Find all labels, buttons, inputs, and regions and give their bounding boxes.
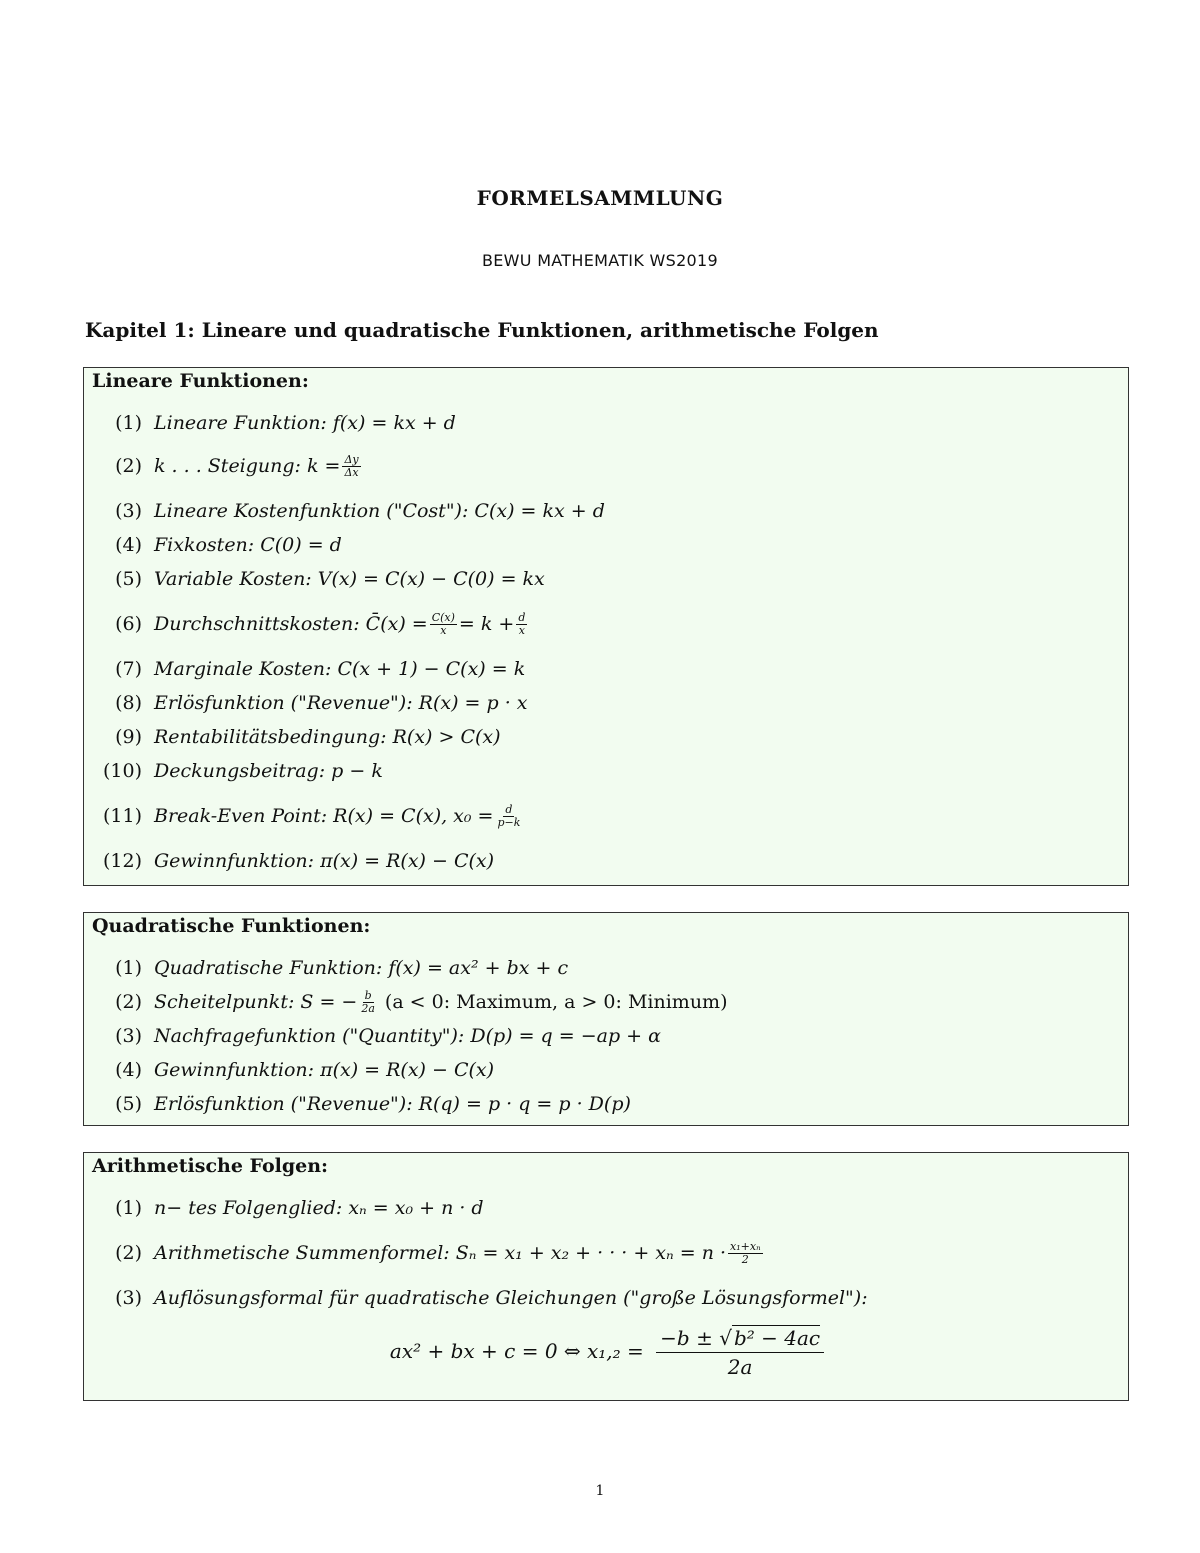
formula-row xyxy=(84,688,1124,718)
formula-text: Arithmetische Summenformel: Sₙ = x₁ + x₂ + · · · + xₙ = n · xyxy=(154,1242,727,1264)
formula-row xyxy=(84,496,1124,526)
formula-number: (5) xyxy=(115,1093,142,1115)
fraction xyxy=(728,1241,763,1265)
formula-text: Marginale Kosten: C(x + 1) − C(x) = k xyxy=(154,658,526,680)
formula-number: (7) xyxy=(115,658,142,680)
formula-number: (9) xyxy=(115,726,142,748)
fraction-numerator: d xyxy=(518,610,526,624)
formula-number: (6) xyxy=(115,613,142,635)
formula-text: Rentabilitätsbedingung: R(x) > C(x) xyxy=(154,726,501,748)
formula-row xyxy=(84,846,1124,876)
formula-text: Gewinnfunktion: π(x) = R(x) − C(x) xyxy=(154,1059,495,1081)
fraction-numerator: C(x) xyxy=(431,610,455,624)
fraction-denominator: p−k xyxy=(497,815,521,829)
formula-row xyxy=(84,564,1124,594)
formula-number: (1) xyxy=(115,1197,142,1219)
formula-row xyxy=(84,530,1124,560)
formula-row xyxy=(84,654,1124,684)
formula-row xyxy=(84,408,1124,438)
formula-row xyxy=(84,1089,1124,1119)
fraction-denominator: 2 xyxy=(741,1252,749,1266)
formula-number: (5) xyxy=(115,568,142,590)
formula-row xyxy=(84,987,1124,1017)
fraction-denominator: 2a xyxy=(361,1001,375,1015)
formula-number: (8) xyxy=(115,692,142,714)
fraction xyxy=(430,612,457,636)
quadratic-formula xyxy=(84,1326,1130,1379)
formula-row xyxy=(84,756,1124,786)
formula-text: Erlösfunktion ("Revenue"): R(x) = p · x xyxy=(154,692,528,714)
fraction-numerator: x₁+xₙ xyxy=(730,1239,761,1253)
fraction xyxy=(342,454,360,478)
formula-row xyxy=(84,1283,1124,1313)
formula-number: (1) xyxy=(115,412,142,434)
formula-number: (4) xyxy=(115,534,142,556)
fraction-numerator xyxy=(656,1326,824,1353)
formula-text: n− tes Folgenglied: xₙ = x₀ + n · d xyxy=(154,1197,484,1219)
formula-text: Break-Even Point: R(x) = C(x), x₀ = xyxy=(154,805,494,827)
formula-number: (12) xyxy=(102,850,142,872)
fraction-numerator: b xyxy=(364,988,372,1002)
formula-text: Variable Kosten: V(x) = C(x) − C(0) = kx xyxy=(154,568,545,590)
formula-number: (2) xyxy=(115,1242,142,1264)
formula-text: (a < 0: Maximum, a > 0: Minimum) xyxy=(384,991,728,1013)
numerator-prefix: −b ± xyxy=(660,1326,713,1350)
formula-text: Gewinnfunktion: π(x) = R(x) − C(x) xyxy=(154,850,495,872)
quadratic-functions-box xyxy=(83,912,1129,1126)
formula-text: Lineare Funktion: f(x) = kx + d xyxy=(154,412,456,434)
fraction xyxy=(359,990,377,1014)
formula-left: ax² + bx + c = 0 ⇔ x₁,₂ = xyxy=(389,1339,644,1363)
arithmetic-sequences-box xyxy=(83,1152,1129,1401)
fraction-denominator: x xyxy=(440,623,447,637)
fraction-denominator: x xyxy=(518,623,525,637)
formula-row xyxy=(84,722,1124,752)
formula-row xyxy=(84,451,1124,481)
document-title: FORMELSAMMLUNG xyxy=(476,186,724,210)
formula-row xyxy=(84,1193,1124,1223)
formula-row xyxy=(84,1021,1124,1051)
formula-number: (4) xyxy=(115,1059,142,1081)
formula-number: (3) xyxy=(115,500,142,522)
fraction-denominator: Δx xyxy=(344,465,359,479)
box-heading: Arithmetische Folgen: xyxy=(92,1155,329,1177)
formula-text: Quadratische Funktion: f(x) = ax² + bx + c xyxy=(154,957,569,979)
document-subtitle: BEWU MATHEMATIK WS2019 xyxy=(482,251,718,270)
formula-number: (10) xyxy=(102,760,142,782)
formula-number: (1) xyxy=(115,957,142,979)
formula-text: Auflösungsformal für quadratische Gleichungen ("große Lösungsformel"): xyxy=(154,1287,868,1309)
formula-row xyxy=(84,1055,1124,1085)
formula-text: Durchschnittskosten: C̄(x) = xyxy=(154,613,428,635)
formula-text: k . . . Steigung: k = xyxy=(154,455,341,477)
fraction-numerator: d xyxy=(505,802,513,816)
fraction-denominator: 2a xyxy=(727,1355,753,1379)
formula-text: Deckungsbeitrag: p − k xyxy=(154,760,383,782)
box-heading: Lineare Funktionen: xyxy=(92,370,309,392)
fraction xyxy=(516,612,527,636)
fraction-numerator: Δy xyxy=(344,452,359,466)
page-number: 1 xyxy=(595,1483,605,1499)
linear-functions-box xyxy=(83,367,1129,886)
sqrt-sign: √ xyxy=(719,1326,732,1350)
formula-text: Fixkosten: C(0) = d xyxy=(154,534,342,556)
formula-number: (2) xyxy=(115,455,142,477)
formula-text: Erlösfunktion ("Revenue"): R(q) = p · q = p · D(p) xyxy=(154,1093,631,1115)
formula-number: (3) xyxy=(115,1025,142,1047)
formula-text: Scheitelpunkt: S = − xyxy=(154,991,358,1013)
fraction xyxy=(495,804,522,828)
formula-row xyxy=(84,1238,1124,1268)
fraction xyxy=(656,1326,824,1379)
formula-row xyxy=(84,609,1124,639)
formula-row xyxy=(84,801,1124,831)
box-heading: Quadratische Funktionen: xyxy=(92,915,371,937)
formula-text: = k + xyxy=(458,613,515,635)
formula-text: Nachfragefunktion ("Quantity"): D(p) = q = −ap + α xyxy=(154,1025,661,1047)
formula-row xyxy=(84,953,1124,983)
formula-text: Lineare Kostenfunktion ("Cost"): C(x) = kx + d xyxy=(154,500,605,522)
formula-number: (3) xyxy=(115,1287,142,1309)
sqrt-radicand: b² − 4ac xyxy=(733,1326,821,1350)
formula-number: (11) xyxy=(102,805,142,827)
chapter-heading: Kapitel 1: Lineare und quadratische Funktionen, arithmetische Folgen xyxy=(85,318,879,342)
formula-number: (2) xyxy=(115,991,142,1013)
